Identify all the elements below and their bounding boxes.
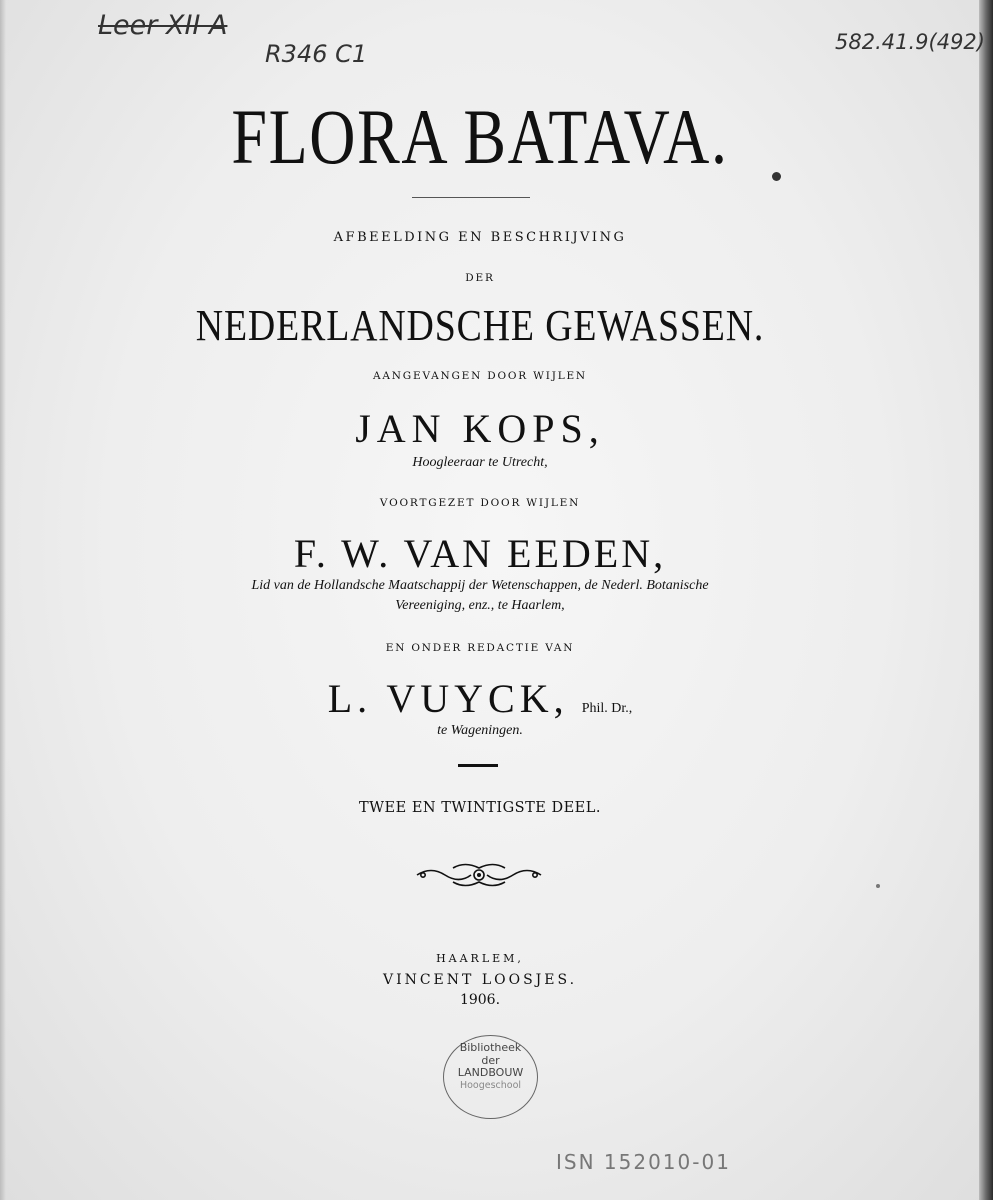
subtitle-main: NEDERLANDSCHE GEWASSEN. bbox=[195, 301, 765, 350]
imprint-year: 1906. bbox=[459, 992, 501, 1008]
ink-speck bbox=[876, 884, 880, 888]
credit-1-intro: AANGEVANGEN DOOR WIJLEN bbox=[373, 370, 587, 382]
credit-3-place: te Wageningen. bbox=[437, 723, 523, 738]
stamp-line-1: Bibliotheek bbox=[459, 1041, 522, 1054]
subtitle-line-2: DER bbox=[465, 272, 495, 284]
page-right-edge bbox=[979, 0, 993, 1200]
title-rule bbox=[412, 197, 530, 198]
credit-2-role-line-2: Vereeniging, enz., te Haarlem, bbox=[395, 598, 565, 613]
credit-2-role-line-1: Lid van de Hollandsche Maatschappij der Wetenschappen, de Nederl. Botanische bbox=[251, 578, 709, 593]
credit-1-role: Hoogleeraar te Utrecht, bbox=[412, 455, 548, 470]
stamp-line-4: Hoogeschool bbox=[459, 1079, 522, 1091]
ink-speck bbox=[772, 172, 781, 181]
credit-3-name: L. VUYCK, bbox=[327, 676, 569, 721]
handwritten-shelfmark: Leer XII A bbox=[98, 10, 228, 41]
handwritten-shelfmark-2: R346 C1 bbox=[265, 40, 368, 68]
credit-3-intro: EN ONDER REDACTIE VAN bbox=[385, 642, 575, 654]
volume-label: TWEE EN TWINTIGSTE DEEL. bbox=[358, 800, 602, 816]
short-thick-rule bbox=[458, 764, 498, 767]
imprint-publisher: VINCENT LOOSJES. bbox=[382, 972, 578, 988]
handwritten-classification: 582.41.9(492) bbox=[835, 30, 985, 54]
subtitle-line-1: AFBEELDING EN BESCHRIJVING bbox=[333, 230, 627, 245]
imprint-city: HAARLEM, bbox=[436, 952, 524, 965]
credit-3-suffix: Phil. Dr., bbox=[581, 701, 633, 716]
credit-1-name: JAN KOPS, bbox=[355, 406, 605, 451]
book-title: FLORA BATAVA. bbox=[231, 93, 729, 180]
credit-3-name-row bbox=[0, 675, 960, 722]
credit-2-intro: VOORTGEZET DOOR WIJLEN bbox=[379, 497, 581, 509]
credit-2-name: F. W. VAN EEDEN, bbox=[293, 531, 667, 576]
ornament-icon bbox=[413, 858, 545, 892]
stamp-line-3: LANDBOUW bbox=[457, 1066, 524, 1079]
stamp-line-2: der bbox=[481, 1053, 500, 1067]
handwritten-accession-number: ISN 152010-01 bbox=[556, 1150, 731, 1174]
library-stamp bbox=[443, 1035, 538, 1119]
